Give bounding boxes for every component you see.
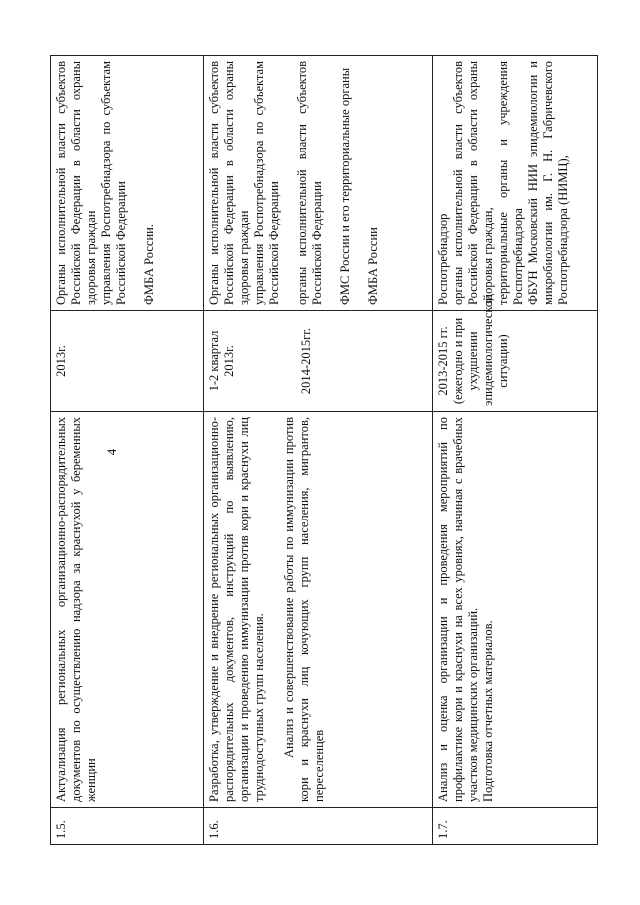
term-text: 1-2 квартал 2013г. <box>207 330 236 392</box>
executor-item: ФМС России и его территориальные органы <box>338 67 352 305</box>
table-row <box>204 56 433 845</box>
action-paragraph: Анализ и совершенствование работы по иммунизации против кори и краснухи лиц кочующих групп населения, мигрантов, переселенцев <box>282 417 326 802</box>
term-cell: 2013г. <box>51 311 204 412</box>
executor-item: органы исполнительной власти субъектов Российской Федерации в области охраны здоровья граждан, <box>451 61 495 305</box>
executor-item: управления Роспотребнадзора по субъектам Российской Федерации <box>252 61 281 305</box>
spacer <box>237 316 299 406</box>
row-number: 1.5. <box>51 808 204 845</box>
term-cell: 2013-2015 гг. (ежегодно и при ухудшении эпидемиологической ситуации) <box>433 311 598 412</box>
table-row <box>433 56 598 845</box>
executor-item: ФМБА России. <box>142 224 156 305</box>
executors-cell <box>51 56 204 311</box>
action-paragraph: Подготовка отчетных материалов. <box>481 620 495 802</box>
measures-table <box>50 55 598 845</box>
action-cell: Актуализация региональных организационно-распорядительных документов по осуществлению надзора за краснухой у беременных женщин <box>51 412 204 808</box>
spacer <box>353 61 366 305</box>
spacer <box>267 417 282 802</box>
measures-table-wrapper <box>50 55 576 845</box>
executor-item: ФБУН Московский НИИ эпидемиологии и микробиологии им. Г. Н. Габричевского Роспотребнадзора (НИМЦ), <box>526 61 570 305</box>
spacer <box>325 61 338 305</box>
executor-item: Роспотребнадзор <box>436 213 450 305</box>
row-number: 1.6. <box>204 808 433 845</box>
executor-item: Органы исполнительной власти субъектов Российской Федерации в области охраны здоровья граждан <box>54 61 98 305</box>
action-cell <box>204 412 433 808</box>
executor-item: управления Роспотребнадзора по субъектам Российской Федерации <box>99 61 128 305</box>
executor-item: Органы исполнительной власти субъектов Российской Федерации в области охраны здоровья граждан <box>207 61 251 305</box>
action-paragraph: Разработка, утверждение и внедрение региональных организационно-распорядительных документов, инструкций по выявлению, организации и проведению иммунизации против кори и краснухи лиц труднодоступных групп населения. <box>207 417 266 802</box>
table-row <box>51 56 204 845</box>
term-text: 2014-2015гг. <box>299 327 313 395</box>
executors-cell <box>204 56 433 311</box>
action-cell <box>433 412 598 808</box>
term-cell <box>204 311 433 412</box>
executor-item: территориальные органы и учреждения Роспотребнадзора <box>496 61 525 305</box>
executors-cell <box>433 56 598 311</box>
action-paragraph: Анализ и оценка организации и проведения мероприятий по профилактике кори и краснухи на всех уровнях, начиная с врачебных участков медицинских организаций. <box>436 417 480 802</box>
spacer <box>129 61 142 305</box>
executor-item: ФМБА России <box>366 227 380 305</box>
row-number: 1.7. <box>433 808 598 845</box>
spacer <box>282 61 295 305</box>
executor-item: органы исполнительной власти субъектов Российской Федерации <box>295 61 324 305</box>
page-number: 4 <box>104 448 119 456</box>
